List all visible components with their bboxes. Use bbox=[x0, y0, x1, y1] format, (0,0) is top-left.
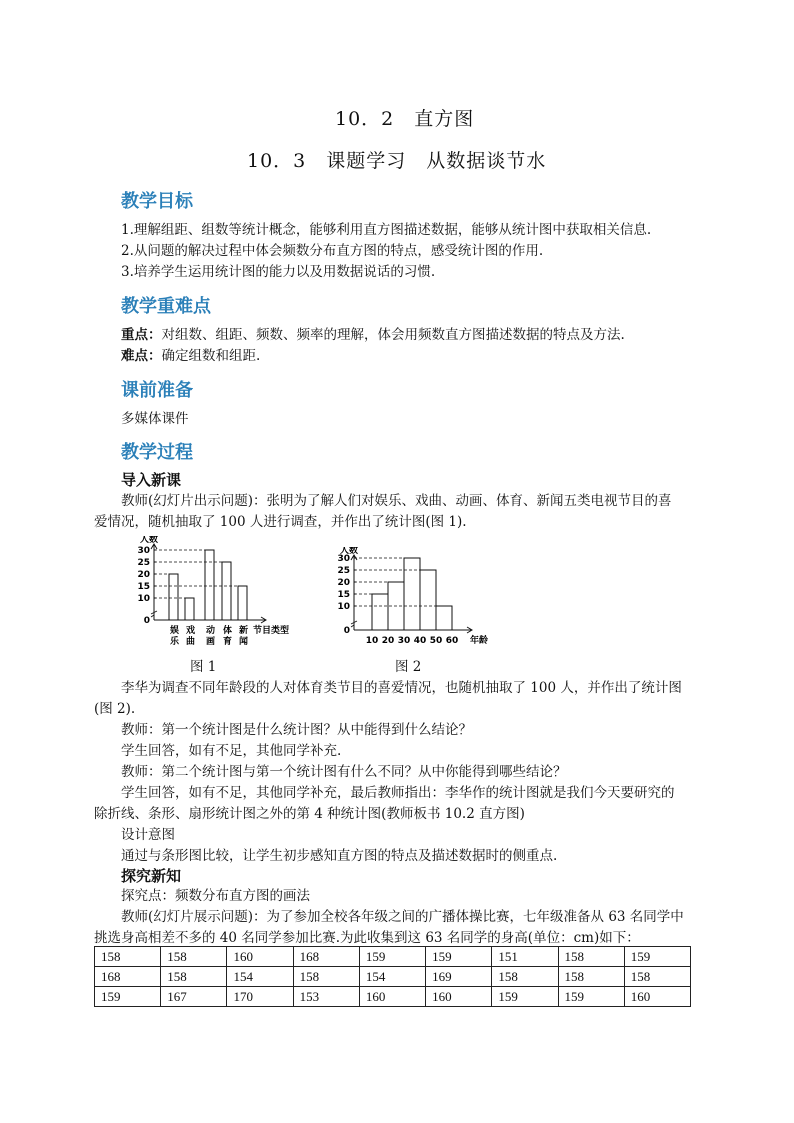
y-tick-label: 25 bbox=[137, 558, 150, 568]
x-category-label: 戏 bbox=[186, 626, 196, 636]
y-tick-label: 15 bbox=[137, 582, 150, 592]
bar bbox=[185, 598, 194, 620]
paragraph-2-line-2: (图 2). bbox=[94, 701, 136, 717]
y-tick-label: 25 bbox=[337, 566, 350, 576]
table-row bbox=[95, 987, 691, 1007]
paragraph-5: 教师：第二个统计图与第一个统计图有什么不同？从中你能得到哪些结论？ bbox=[121, 764, 567, 780]
table-cell: 158 bbox=[558, 967, 624, 987]
heading-explore: 探究新知 bbox=[121, 867, 182, 885]
key-point-line bbox=[121, 326, 625, 344]
figure-1-caption: 图 1 bbox=[190, 659, 217, 675]
bar bbox=[404, 558, 420, 630]
y-tick-label: 10 bbox=[137, 594, 150, 604]
paragraph-4: 学生回答，如有不足，其他同学补充. bbox=[121, 743, 342, 759]
y-tick-label: 15 bbox=[337, 590, 350, 600]
bar bbox=[238, 586, 247, 620]
x-category-label: 娱 bbox=[170, 626, 180, 636]
x-axis-label: 节目类型 bbox=[253, 626, 290, 636]
y-tick-label: 0 bbox=[143, 616, 150, 626]
table-cell: 158 bbox=[161, 947, 227, 967]
design-intent-heading: 设计意图 bbox=[121, 827, 175, 843]
x-tick-label: 10 bbox=[365, 636, 379, 646]
heading-intro: 导入新课 bbox=[121, 471, 182, 489]
key-point-label: 重点： bbox=[121, 327, 162, 343]
heights-table bbox=[94, 946, 691, 1007]
table-cell: 158 bbox=[624, 967, 690, 987]
x-category-label: 曲 bbox=[186, 637, 196, 647]
table-cell: 158 bbox=[95, 947, 161, 967]
explore-point: 探究点：频数分布直方图的画法 bbox=[121, 888, 310, 904]
table-cell: 159 bbox=[359, 947, 425, 967]
key-point-text: 对组数、组距、频数、频率的理解，体会用频数直方图描述数据的特点及方法. bbox=[161, 327, 625, 343]
bar bbox=[372, 594, 388, 630]
figure-2-histogram bbox=[322, 547, 502, 655]
x-category-label: 画 bbox=[206, 637, 216, 647]
table-cell: 153 bbox=[293, 987, 359, 1007]
design-intent-text: 通过与条形图比较，让学生初步感知直方图的特点及描述数据时的侧重点. bbox=[121, 848, 558, 864]
difficult-point-label: 难点： bbox=[121, 348, 162, 364]
x-category-label: 体 bbox=[223, 626, 233, 636]
y-tick-label: 20 bbox=[137, 570, 150, 580]
x-category-label: 育 bbox=[223, 637, 233, 647]
x-tick-label: 40 bbox=[413, 636, 427, 646]
paragraph-6-line-1: 学生回答，如有不足，其他同学补充，最后教师指出：李华作的统计图就是我们今天要研究的 bbox=[121, 785, 675, 801]
figure-2-plot bbox=[337, 547, 488, 646]
table-cell: 158 bbox=[558, 947, 624, 967]
table-cell: 159 bbox=[426, 947, 492, 967]
table-cell: 151 bbox=[492, 947, 558, 967]
table-cell: 167 bbox=[161, 987, 227, 1007]
paragraph-3: 教师：第一个统计图是什么统计图？从中能得到什么结论？ bbox=[121, 722, 472, 738]
table-cell: 154 bbox=[227, 967, 293, 987]
bar bbox=[169, 574, 178, 620]
y-tick-label: 10 bbox=[337, 602, 350, 612]
figure-2-caption: 图 2 bbox=[395, 659, 422, 675]
intro-paragraph-line-1: 教师(幻灯片出示问题)：张明为了解人们对娱乐、戏曲、动画、体育、新闻五类电视节目的喜 bbox=[121, 493, 672, 509]
table-cell: 160 bbox=[227, 947, 293, 967]
figure-1-plot bbox=[137, 536, 289, 647]
difficult-point-text: 确定组数和组距. bbox=[161, 348, 261, 364]
goal-item-2: 2.从问题的解决过程中体会频数分布直方图的特点，感受统计图的作用. bbox=[121, 243, 544, 259]
x-category-label: 闻 bbox=[239, 637, 249, 647]
figure-1-bar-chart bbox=[116, 536, 306, 656]
explore-paragraph-line-2: 挑选身高相差不多的 40 名同学参加比赛.为此收集到这 63 名同学的身高(单位：cm)如下： bbox=[94, 930, 640, 946]
table-cell: 160 bbox=[426, 987, 492, 1007]
y-axis-label: 人数 bbox=[140, 536, 159, 545]
goal-item-3: 3.培养学生运用统计图的能力以及用数据说话的习惯. bbox=[121, 264, 436, 280]
goal-item-1: 1.理解组距、组数等统计概念，能够利用直方图描述数据，能够从统计图中获取相关信息. bbox=[121, 222, 652, 238]
paragraph-2-line-1: 李华为调查不同年龄段的人对体育类节目的喜爱情况，也随机抽取了 100 人，并作出了统计图 bbox=[121, 680, 682, 696]
preparation-text: 多媒体课件 bbox=[121, 411, 189, 427]
bar bbox=[436, 606, 452, 630]
x-tick-label: 20 bbox=[381, 636, 395, 646]
table-cell: 160 bbox=[359, 987, 425, 1007]
x-tick-label: 60 bbox=[445, 636, 459, 646]
x-axis-label: 年龄 bbox=[470, 636, 489, 646]
y-tick-label: 0 bbox=[343, 626, 350, 636]
bar bbox=[205, 550, 214, 620]
heading-key-points: 教学重难点 bbox=[121, 296, 211, 317]
x-category-label: 新 bbox=[239, 626, 249, 636]
table-cell: 169 bbox=[426, 967, 492, 987]
explore-paragraph-line-1: 教师(幻灯片展示问题)：为了参加全校各年级之间的广播体操比赛，七年级准备从 63 名同学中 bbox=[121, 909, 684, 925]
heading-teaching-goals: 教学目标 bbox=[121, 191, 193, 212]
table-cell: 170 bbox=[227, 987, 293, 1007]
heading-teaching-process: 教学过程 bbox=[121, 442, 193, 463]
table-row bbox=[95, 967, 691, 987]
bar bbox=[420, 570, 436, 630]
intro-paragraph-line-2: 爱情况，随机抽取了 100 人进行调查，并作出了统计图(图 1). bbox=[94, 514, 467, 530]
table-row bbox=[95, 947, 691, 967]
table-cell: 158 bbox=[293, 967, 359, 987]
y-axis-label: 人数 bbox=[340, 547, 359, 556]
table-cell: 159 bbox=[558, 987, 624, 1007]
table-cell: 159 bbox=[95, 987, 161, 1007]
x-tick-label: 50 bbox=[429, 636, 443, 646]
heading-preparation: 课前准备 bbox=[121, 380, 193, 401]
table-cell: 158 bbox=[492, 967, 558, 987]
y-tick-label: 20 bbox=[337, 578, 350, 588]
difficult-point-line bbox=[121, 347, 260, 365]
table-cell: 154 bbox=[359, 967, 425, 987]
x-category-label: 乐 bbox=[170, 637, 180, 647]
table-cell: 168 bbox=[293, 947, 359, 967]
table-cell: 158 bbox=[161, 967, 227, 987]
bar bbox=[222, 562, 231, 620]
title-section-10-3: 10．3 课题学习 从数据谈节水 bbox=[247, 150, 547, 172]
y-tick-label: 30 bbox=[137, 546, 150, 556]
x-tick-label: 30 bbox=[397, 636, 411, 646]
paragraph-6-line-2: 除折线、条形、扇形统计图之外的第 4 种统计图(教师板书 10.2 直方图) bbox=[94, 806, 525, 822]
table-cell: 168 bbox=[95, 967, 161, 987]
table-cell: 159 bbox=[492, 987, 558, 1007]
table-cell: 160 bbox=[624, 987, 690, 1007]
title-section-10-2: 10．2 直方图 bbox=[335, 108, 475, 130]
x-category-label: 动 bbox=[206, 626, 216, 636]
table-cell: 159 bbox=[624, 947, 690, 967]
y-tick-label: 30 bbox=[337, 554, 350, 564]
